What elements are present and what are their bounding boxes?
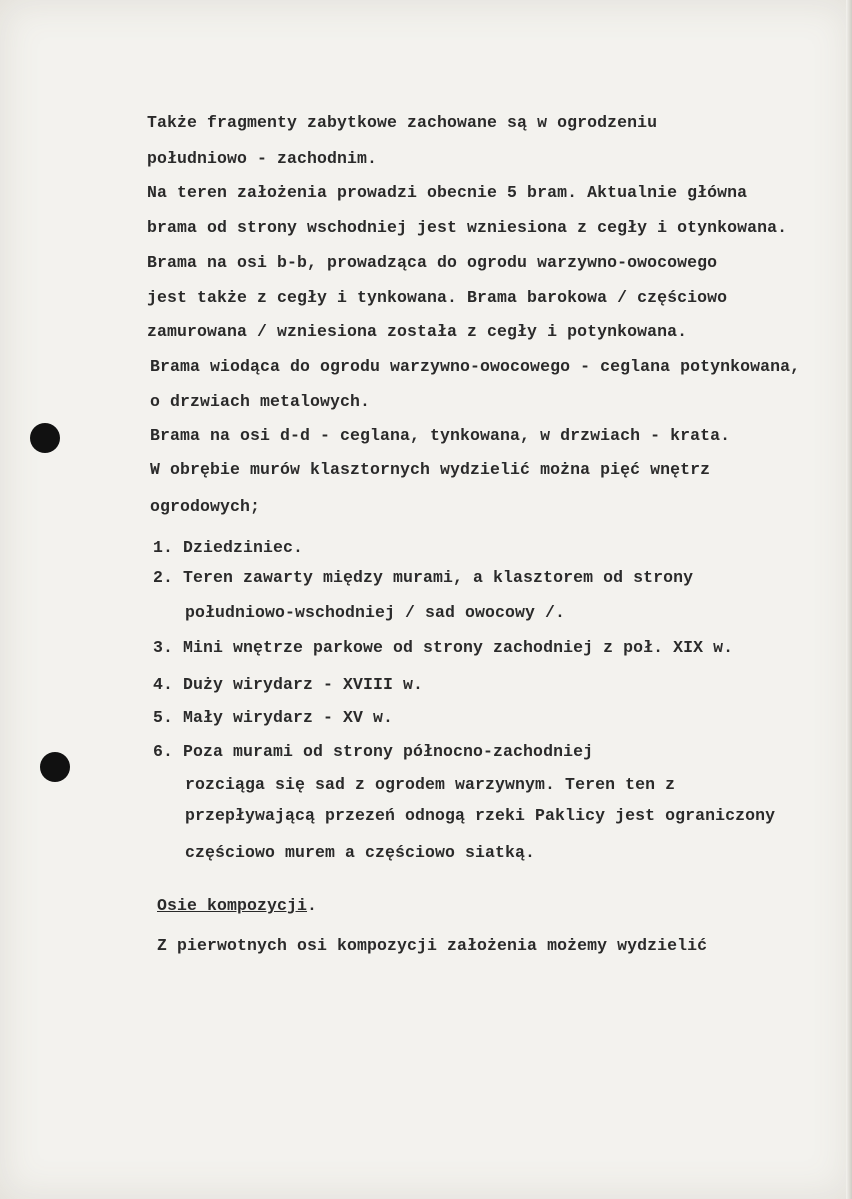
text-line: ogrodowych; (150, 497, 261, 516)
section-heading-period: . (307, 896, 318, 915)
text-line: Na teren założenia prowadzi obecnie 5 bram. Aktualnie główna (147, 183, 748, 202)
list-item: 1. Dziedziniec. (153, 538, 304, 557)
list-item: 2. Teren zawarty między murami, a klasztorem od strony (153, 568, 694, 587)
text-line: Z pierwotnych osi kompozycji założenia możemy wydzielić (157, 936, 708, 955)
text-line: Brama na osi d-d - ceglana, tynkowana, w drzwiach - krata. (150, 426, 731, 445)
list-item: 3. Mini wnętrze parkowe od strony zachodniej z poł. XIX w. (153, 638, 734, 657)
page-edge (846, 0, 852, 1199)
list-item: 4. Duży wirydarz - XVIII w. (153, 675, 424, 694)
text-line: Brama na osi b-b, prowadząca do ogrodu warzywno-owocowego (147, 253, 718, 272)
list-item-continuation: rozciąga się sad z ogrodem warzywnym. Teren ten z (185, 775, 676, 794)
list-item-continuation: częściowo murem a częściowo siatką. (185, 843, 536, 862)
text-line: o drzwiach metalowych. (150, 392, 371, 411)
section-heading-text: Osie kompozycji (157, 896, 308, 915)
text-line: Brama wiodąca do ogrodu warzywno-owocowego - ceglana potynkowana, (150, 357, 801, 376)
text-line: zamurowana / wzniesiona została z cegły i potynkowana. (147, 322, 688, 341)
punch-hole-bottom (40, 752, 70, 782)
punch-hole-top (30, 423, 60, 453)
list-item: 6. Poza murami od strony północno-zachodniej (153, 742, 594, 761)
text-line: brama od strony wschodniej jest wzniesiona z cegły i otynkowana. (147, 218, 788, 237)
text-line: Także fragmenty zabytkowe zachowane są w ogrodzeniu (147, 113, 658, 132)
list-item-continuation: południowo-wschodniej / sad owocowy /. (185, 603, 566, 622)
section-heading (157, 896, 317, 915)
list-item-continuation: przepływającą przezeń odnogą rzeki Paklicy jest ograniczony (185, 806, 776, 825)
list-item: 5. Mały wirydarz - XV w. (153, 708, 394, 727)
text-line: jest także z cegły i tynkowana. Brama barokowa / częściowo (147, 288, 728, 307)
text-line: W obrębie murów klasztornych wydzielić można pięć wnętrz (150, 460, 711, 479)
text-line: południowo - zachodnim. (147, 149, 378, 168)
